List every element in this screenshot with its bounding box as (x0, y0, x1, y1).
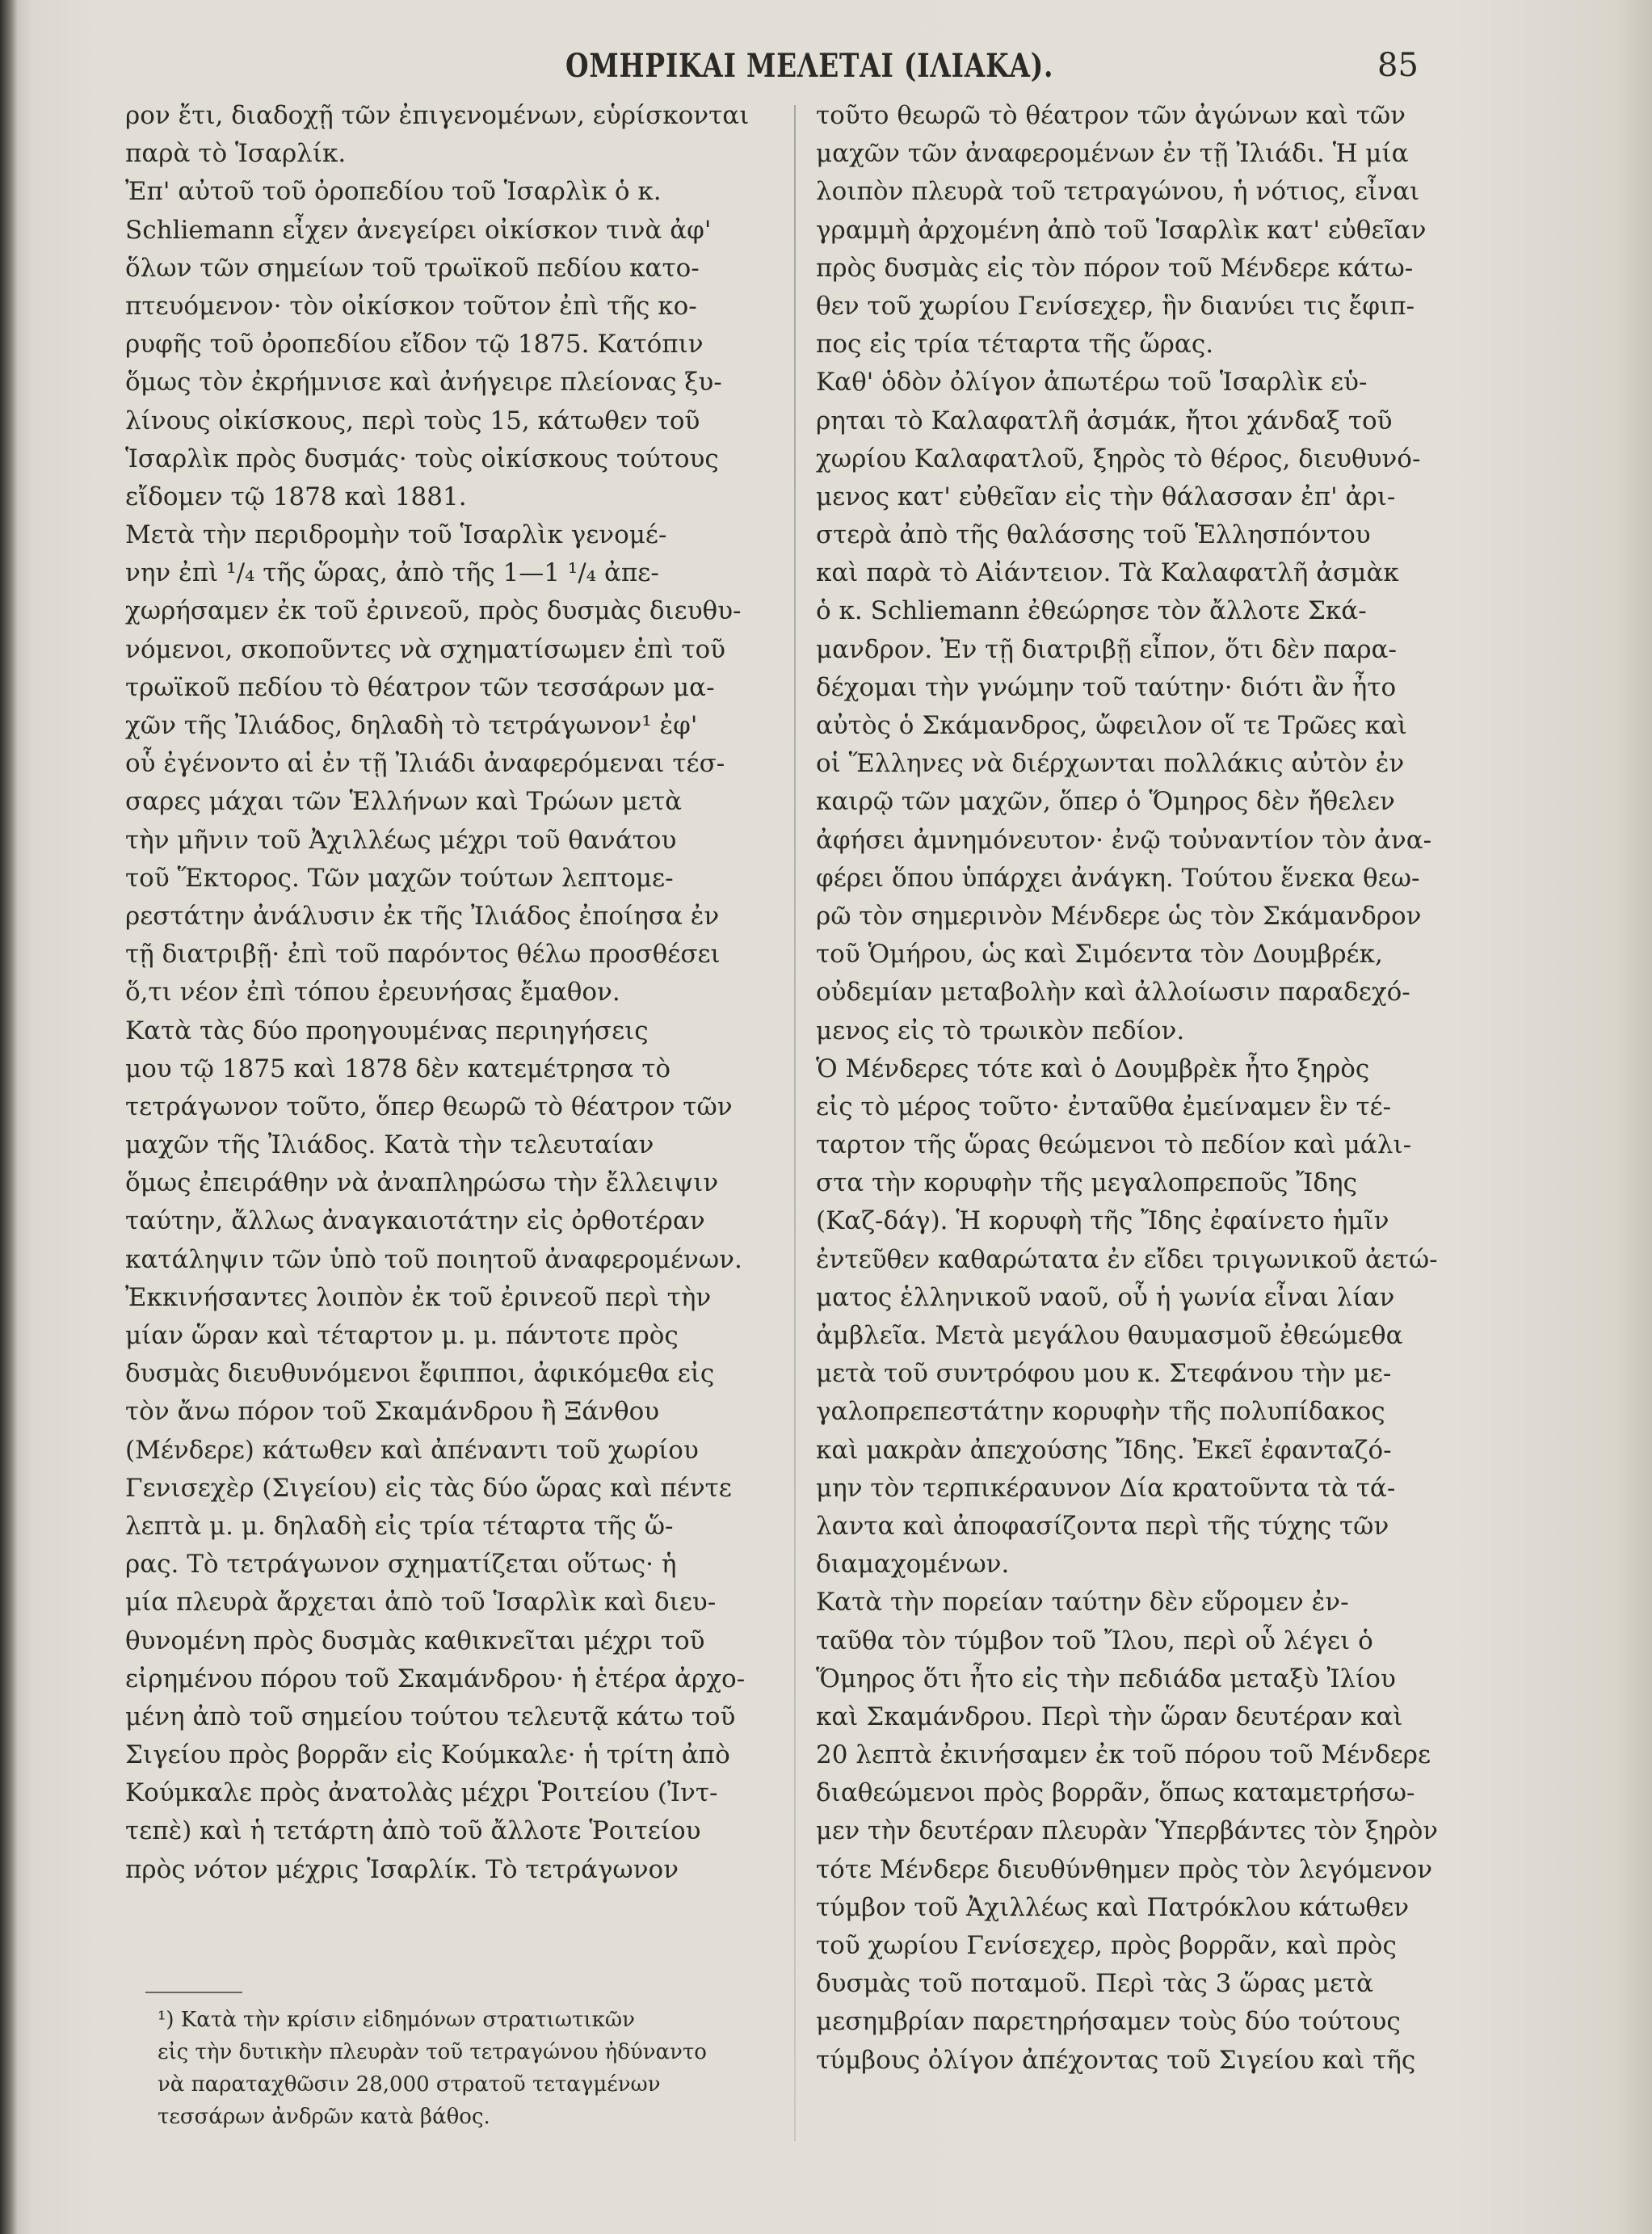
text-line: ὅλων τῶν σημείων τοῦ τρωϊκοῦ πεδίου κατο- (125, 253, 700, 283)
text-line: τοῦ Ἕκτορος. Τῶν μαχῶν τούτων λεπτομε- (125, 863, 674, 893)
text-line: Κατὰ τὰς δύο προηγουμένας περιηγήσεις (125, 1016, 649, 1045)
text-line: ταρτον τῆς ὥρας θεώμενοι τὸ πεδίον καὶ μάλι- (816, 1130, 1412, 1160)
text-line: δέχομαι τὴν γνώμην τοῦ ταύτην· διότι ἂν ἦτο (816, 672, 1397, 702)
text-line: (Καζ-δάγ). Ἡ κορυφὴ τῆς Ἴδης ἐφαίνετο ἡμῖν (816, 1206, 1389, 1236)
text-line: Μετὰ τὴν περιδρομὴν τοῦ Ἱσαρλὶκ γενομέ- (125, 520, 667, 550)
text-line: τεπὲ) καὶ ἡ τετάρτη ἀπὸ τοῦ ἄλλοτε Ῥοιτείου (125, 1816, 701, 1846)
text-line: πος εἰς τρία τέταρτα τῆς ὥρας. (816, 330, 1214, 360)
text-line: ρας. Τὸ τετράγωνον σχηματίζεται οὕτως· ἡ (125, 1550, 677, 1580)
page-number: 85 (1377, 47, 1419, 84)
text-line: τοῦ Ὁμήρου, ὡς καὶ Σιμόεντα τὸν Δουμβρέκ, (816, 940, 1383, 970)
text-line: Ὅμηρος ὅτι ἦτο εἰς τὴν πεδιάδα μεταξὺ Ἰλίου (816, 1664, 1396, 1693)
footnote (158, 2004, 780, 2133)
text-line: καὶ μακρὰν ἀπεχούσης Ἴδης. Ἐκεῖ ἐφανταζό- (816, 1435, 1392, 1465)
footnote-rule (145, 1992, 242, 1993)
text-line: ματος ἑλληνικοῦ ναοῦ, οὗ ἡ γωνία εἶναι λίαν (816, 1282, 1395, 1312)
text-line: μία πλευρὰ ἄρχεται ἀπὸ τοῦ Ἱσαρλὶκ καὶ διευ- (125, 1588, 717, 1618)
text-line: μετὰ τοῦ συντρόφου μου κ. Στεφάνου τὴν με- (816, 1359, 1392, 1389)
text-line: (Μένδερε) κάτωθεν καὶ ἀπέναντι τοῦ χωρίου (125, 1435, 699, 1465)
footnote-line: εἰς τὴν δυτικὴν πλευρὰν τοῦ τετραγώνου ἠδύναντο (158, 2040, 707, 2064)
text-line: ταῦθα τὸν τύμβον τοῦ Ἴλου, περὶ οὗ λέγει ὁ (816, 1626, 1373, 1656)
text-line: 20 λεπτὰ ἐκινήσαμεν ἐκ τοῦ πόρου τοῦ Μένδερε (816, 1740, 1431, 1770)
text-line: διαμαχομένων. (816, 1550, 1010, 1580)
text-line: ρῶ τὸν σημερινὸν Μένδερε ὡς τὸν Σκάμανδρον (816, 901, 1422, 931)
text-line: εἰρημένου πόρου τοῦ Σκαμάνδρου· ἡ ἑτέρα ἀρχο- (125, 1664, 746, 1693)
text-line: ἀφήσει ἀμνημόνευτον· ἐνῷ τοὐναντίον τὸν ἀνα- (816, 825, 1432, 855)
text-line: εἴδομεν τῷ 1878 καὶ 1881. (125, 482, 467, 511)
text-line: ρυφῆς τοῦ ὀροπεδίου εἴδον τῷ 1875. Κατόπιν (125, 330, 704, 360)
text-line: εἰς τὸ μέρος τοῦτο· ἐνταῦθα ἐμείναμεν ἓν τέ- (816, 1092, 1392, 1121)
text-line: Ἐπ' αὐτοῦ τοῦ ὀροπεδίου τοῦ Ἱσαρλὶκ ὁ κ. (125, 177, 662, 207)
text-line: ὁ κ. Schliemann ἐθεώρησε τὸν ἄλλοτε Σκά- (816, 596, 1367, 626)
text-line: μίαν ὥραν καὶ τέταρτον μ. μ. πάντοτε πρὸς (125, 1321, 679, 1350)
left-column (125, 97, 771, 1889)
text-line: ρον ἔτι, διαδοχῇ τῶν ἐπιγενομένων, εὑρίσκονται (125, 101, 750, 130)
text-line: μεσημβρίαν παρετηρήσαμεν τοὺς δύο τούτους (816, 2007, 1401, 2037)
text-line: ἀμβλεῖα. Μετὰ μεγάλου θαυμασμοῦ ἐθεώμεθα (816, 1321, 1403, 1350)
running-title: ΟΜΗΡΙΚΑΙ ΜΕΛΕΤΑΙ (ΙΛΙΑΚΑ). (565, 47, 1054, 85)
text-line: Καθ' ὁδὸν ὀλίγον ἀπωτέρω τοῦ Ἱσαρλὶκ εὑ- (816, 368, 1368, 398)
text-line: Κούμκαλε πρὸς ἀνατολὰς μέχρι Ῥοιτείου (Ἰντ- (125, 1778, 718, 1808)
text-line: τοῦτο θεωρῶ τὸ θέατρον τῶν ἀγώνων καὶ τῶν (816, 101, 1406, 130)
text-line: σαρες μάχαι τῶν Ἑλλήνων καὶ Τρώων μετὰ (125, 787, 683, 817)
text-line: νόμενοι, σκοποῦντες νὰ σχηματίσωμεν ἐπὶ τοῦ (125, 634, 726, 664)
text-line: δυσμὰς τοῦ ποταμοῦ. Περὶ τὰς 3 ὥρας μετὰ (816, 1969, 1374, 1999)
text-line: τὸν ἄνω πόρον τοῦ Σκαμάνδρου ἢ Ξάνθου (125, 1397, 660, 1427)
text-line: τοῦ χωρίου Γενίσεχερ, πρὸς βορρᾶν, καὶ πρὸς (816, 1931, 1397, 1960)
text-line: μανδρον. Ἐν τῇ διατριβῇ εἶπον, ὅτι δὲν παρα- (816, 634, 1397, 664)
text-line: τετράγωνον τοῦτο, ὅπερ θεωρῶ τὸ θέατρον τῶν (125, 1092, 733, 1121)
text-line: Κατὰ τὴν πορείαν ταύτην δὲν εὕρομεν ἐν- (816, 1588, 1349, 1618)
text-line: δυσμὰς διευθυνόμενοι ἔφιπποι, ἀφικόμεθα εἰς (125, 1359, 715, 1389)
text-line: Ὁ Μένδερες τότε καὶ ὁ Δουμβρὲκ ἦτο ξηρὸς (816, 1054, 1370, 1083)
footnote-line: νὰ παραταχθῶσιν 28,000 στρατοῦ τεταγμένων (158, 2072, 661, 2097)
text-line: μενος κατ' εὐθεῖαν εἰς τὴν θάλασσαν ἐπ' ἀρι- (816, 482, 1396, 511)
text-line: ρηται τὸ Καλαφατλῆ ἀσμάκ, ἤτοι χάνδαξ τοῦ (816, 406, 1393, 435)
text-line: τότε Μένδερε διευθύνθημεν πρὸς τὸν λεγόμενον (816, 1854, 1433, 1884)
text-line: λίνους οἰκίσκους, περὶ τοὺς 15, κάτωθεν τοῦ (125, 406, 700, 435)
text-line: καιρῷ τῶν μαχῶν, ὅπερ ὁ Ὅμηρος δὲν ἤθελεν (816, 787, 1395, 817)
column-divider (794, 105, 796, 2141)
text-line: φέρει ὅπου ὑπάρχει ἀνάγκη. Τούτου ἕνεκα θεω- (816, 863, 1420, 893)
text-line: ταύτην, ἄλλως ἀναγκαιοτάτην εἰς ὀρθοτέραν (125, 1206, 705, 1236)
text-line: στα τὴν κορυφὴν τῆς μεγαλοπρεποῦς Ἴδης (816, 1168, 1357, 1198)
text-line: αὐτὸς ὁ Σκάμανδρος, ὤφειλον οἵ τε Τρῶες καὶ (816, 711, 1407, 740)
text-line: Σιγείου πρὸς βορρᾶν εἰς Κούμκαλε· ἡ τρίτη ἀπὸ (125, 1740, 730, 1770)
text-line: διαθεώμενοι πρὸς βορρᾶν, ὅπως καταμετρήσω- (816, 1778, 1415, 1808)
text-line: πρὸς δυσμὰς εἰς τὸν πόρον τοῦ Μένδερε κάτω- (816, 253, 1414, 283)
right-column (816, 97, 1442, 2080)
text-line: μου τῷ 1875 καὶ 1878 δὲν κατεμέτρησα τὸ (125, 1054, 671, 1083)
text-line: λαντα καὶ ἀποφασίζοντα περὶ τῆς τύχης τῶν (816, 1511, 1389, 1541)
text-line: τύμβον τοῦ Ἀχιλλέως καὶ Πατρόκλου κάτωθεν (816, 1892, 1410, 1922)
text-line: μενος εἰς τὸ τρωικὸν πεδίον. (816, 1016, 1185, 1045)
text-line: λεπτὰ μ. μ. δηλαδὴ εἰς τρία τέταρτα τῆς ὥ- (125, 1511, 674, 1541)
text-line: θυνομένη πρὸς δυσμὰς καθικνεῖται μέχρι τοῦ (125, 1626, 705, 1656)
text-line: τύμβους ὀλίγον ἀπέχοντας τοῦ Σιγείου καὶ τῆς (816, 2045, 1416, 2075)
text-line: καὶ παρὰ τὸ Αἰάντειον. Τὰ Καλαφατλῆ ἀσμὰκ (816, 558, 1399, 588)
text-line: οὗ ἐγένοντο αἱ ἐν τῇ Ἰλιάδι ἀναφερόμεναι τέσ- (125, 749, 725, 779)
text-line: μένη ἀπὸ τοῦ σημείου τούτου τελευτᾷ κάτω τοῦ (125, 1702, 736, 1731)
text-line: ὅμως ἐπειράθην νὰ ἀναπληρώσω τὴν ἔλλειψιν (125, 1168, 719, 1198)
text-line: καὶ Σκαμάνδρου. Περὶ τὴν ὥραν δευτέραν καὶ (816, 1702, 1403, 1731)
text-line: οἱ Ἕλληνες νὰ διέρχωνται πολλάκις αὐτὸν ἐν (816, 749, 1405, 779)
text-line: χωρίου Καλαφατλοῦ, ξηρὸς τὸ θέρος, διευθυνό- (816, 444, 1421, 473)
text-line: ἐντεῦθεν καθαρώτατα ἐν εἴδει τριγωνικοῦ ἀετώ- (816, 1244, 1438, 1274)
text-line: νην ἐπὶ ¹/₄ τῆς ὥρας, ἀπὸ τῆς 1—1 ¹/₄ ἀπε- (125, 558, 659, 588)
text-line: γαλοπρεπεστάτην κορυφὴν τῆς πολυπίδακος (816, 1397, 1385, 1427)
text-line: Γενισεχὲρ (Σιγείου) εἰς τὰς δύο ὥρας καὶ πέντε (125, 1473, 732, 1503)
text-line: λοιπὸν πλευρὰ τοῦ τετραγώνου, ἡ νότιος, εἶναι (816, 177, 1420, 207)
text-line: στερὰ ἀπὸ τῆς θαλάσσης τοῦ Ἑλλησπόντου (816, 520, 1371, 550)
page-gutter-shadow (0, 0, 18, 2234)
text-line: γραμμὴ ἀρχομένη ἀπὸ τοῦ Ἱσαρλὶκ κατ' εὐθεῖαν (816, 215, 1427, 245)
text-line: χωρήσαμεν ἐκ τοῦ ἐρινεοῦ, πρὸς δυσμὰς διευθυ- (125, 596, 742, 626)
text-line: ὅμως τὸν ἐκρήμνισε καὶ ἀνήγειρε πλείονας ξυ- (125, 368, 722, 398)
text-line: μην τὸν τερπικέραυνον Δία κρατοῦντα τὰ τά- (816, 1473, 1396, 1503)
text-line: Ἐκκινήσαντες λοιπὸν ἐκ τοῦ ἐρινεοῦ περὶ τὴν (125, 1282, 712, 1312)
text-line: ὅ,τι νέον ἐπὶ τόπου ἐρευνήσας ἔμαθον. (125, 978, 620, 1008)
text-line: οὐδεμίαν μεταβολὴν καὶ ἀλλοίωσιν παραδεχό- (816, 978, 1410, 1008)
text-line: τὴν μῆνιν τοῦ Ἀχιλλέως μέχρι τοῦ θανάτου (125, 825, 677, 855)
text-line: μαχῶν τῶν ἀναφερομένων ἐν τῇ Ἰλιάδι. Ἡ μία (816, 139, 1409, 169)
text-line: μεν τὴν δευτέραν πλευρὰν Ὑπερβάντες τὸν ξηρὸν (816, 1816, 1438, 1846)
text-line: πρὸς νότον μέχρις Ἱσαρλίκ. Τὸ τετράγωνον (125, 1854, 679, 1884)
footnote-line: ¹) Κατὰ τὴν κρίσιν εἰδημόνων στρατιωτικῶν (158, 2008, 635, 2032)
text-line: Ἱσαρλὶκ πρὸς δυσμάς· τοὺς οἰκίσκους τούτους (125, 444, 719, 473)
text-line: ρεστάτην ἀνάλυσιν ἐκ τῆς Ἰλιάδος ἐποίησα ἐν (125, 901, 720, 931)
text-line: τῇ διατριβῇ· ἐπὶ τοῦ παρόντος θέλω προσθέσει (125, 940, 721, 970)
text-line: χῶν τῆς Ἰλιάδος, δηλαδὴ τὸ τετράγωνον¹ ἐφ' (125, 711, 698, 740)
text-line: παρὰ τὸ Ἱσαρλίκ. (125, 139, 347, 169)
text-line: κατάληψιν τῶν ὑπὸ τοῦ ποιητοῦ ἀναφερομένων. (125, 1244, 742, 1274)
page-header (0, 42, 1652, 90)
footnote-line: τεσσάρων ἀνδρῶν κατὰ βάθος. (158, 2105, 490, 2129)
text-line: τρωϊκοῦ πεδίου τὸ θέατρον τῶν τεσσάρων μα- (125, 672, 715, 702)
text-line: Schliemann εἶχεν ἀνεγείρει οἰκίσκον τινὰ ἀφ' (125, 215, 712, 245)
text-line: μαχῶν τῆς Ἰλιάδος. Κατὰ τὴν τελευταίαν (125, 1130, 654, 1160)
text-line: θεν τοῦ χωρίου Γενίσεχερ, ἣν διανύει τις ἔφιπ- (816, 291, 1414, 321)
text-line: πτευόμενον· τὸν οἰκίσκον τοῦτον ἐπὶ τῆς κο- (125, 291, 697, 321)
